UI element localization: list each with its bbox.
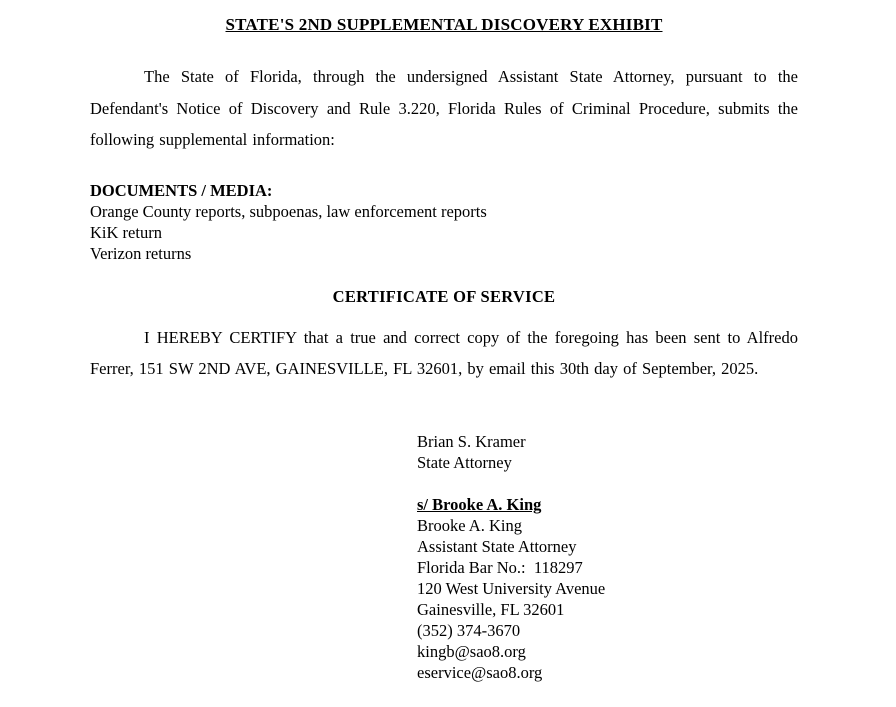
documents-media-item: Orange County reports, subpoenas, law enforcement reports [90,201,487,221]
eservice-email-address: eservice@sao8.org [417,662,543,682]
documents-media-item: Verizon returns [90,243,192,263]
electronic-signature: s/ Brooke A. King [417,494,542,514]
supervisor-name: Brian S. Kramer [417,431,526,451]
certificate-paragraph: I HEREBY CERTIFY that a true and correct copy of the foregoing has been sent to Alfredo Ferrer, 151 SW 2ND AVE, GAINESVILLE, FL 32601, by email this 30th day of September, 2025. [90,327,798,378]
bar-number: Florida Bar No.: 118297 [417,557,583,577]
document-title: STATE'S 2ND SUPPLEMENTAL DISCOVERY EXHIBIT [225,15,663,34]
phone-number: (352) 374-3670 [417,620,521,640]
certificate-of-service-heading: CERTIFICATE OF SERVICE [332,286,556,306]
address-line-1: 120 West University Avenue [417,578,606,598]
documents-media-section [90,180,798,264]
documents-media-heading: DOCUMENTS / MEDIA: [90,180,273,200]
documents-media-item: KiK return [90,222,162,242]
blank-line [417,473,798,494]
email-address: kingb@sao8.org [417,641,526,661]
address-line-2: Gainesville, FL 32601 [417,599,565,619]
signature-block [417,431,798,683]
signer-name: Brooke A. King [417,515,522,535]
supervisor-title: State Attorney [417,452,512,472]
intro-paragraph: The State of Florida, through the undersigned Assistant State Attorney, pursuant to the Defendant's Notice of Discovery and Rule 3.220, Florida Rules of Criminal Procedure, submits the following supplemental information: [90,67,798,149]
signer-title: Assistant State Attorney [417,536,577,556]
